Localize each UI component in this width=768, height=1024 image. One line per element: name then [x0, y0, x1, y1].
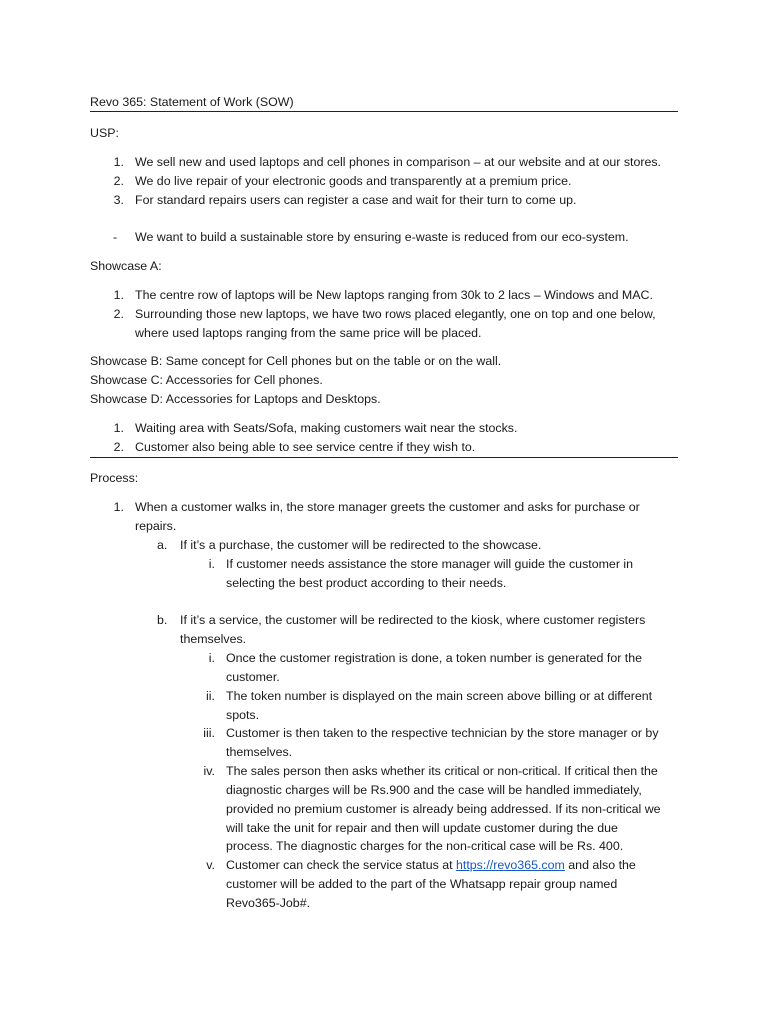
showcase-a-heading: Showcase A: — [90, 259, 162, 273]
process-sub-b-line-1: If it’s a service, the customer will be redirected to the kiosk, where customer registers — [180, 613, 646, 627]
process-sub-b-v-text-post: and also the — [564, 858, 636, 872]
process-sub-b-v-marker: v. — [206, 858, 215, 872]
process-sub-b-ii-marker: ii. — [206, 689, 215, 703]
process-sub-b-ii-line-2: spots. — [226, 708, 260, 722]
process-sub-b-v-line-1 — [226, 856, 636, 874]
process-sub-b-iii-line-2: themselves. — [226, 745, 293, 759]
section-divider — [90, 457, 678, 458]
usp-item-1-number: 1. — [113, 155, 124, 169]
process-sub-a-i-marker: i. — [208, 557, 215, 571]
showcase-d-line: Showcase D: Accessories for Laptops and Desktops. — [90, 392, 381, 406]
usp-item-3-text: For standard repairs users can register a case and wait for their turn to come up. — [135, 193, 577, 207]
usp-dash-text: We want to build a sustainable store by ensuring e-waste is reduced from our eco-system. — [135, 230, 629, 244]
process-sub-b-iii-line-1: Customer is then taken to the respective technician by the store manager or by — [226, 726, 659, 740]
process-sub-b-line-2: themselves. — [180, 632, 247, 646]
extra-item-1-number: 1. — [113, 421, 124, 435]
process-sub-a-i-line-2: selecting the best product according to their needs. — [226, 576, 507, 590]
showcase-a-item-1-text: The centre row of laptops will be New laptops ranging from 30k to 2 lacs – Windows and MAC. — [135, 288, 653, 302]
process-sub-b-iv-marker: iv. — [203, 764, 215, 778]
process-sub-b-v-text-pre: Customer can check the service status at — [226, 858, 457, 872]
revo365-website-link[interactable]: https://revo365.com — [456, 858, 565, 872]
process-step-1-number: 1. — [113, 500, 124, 514]
usp-heading: USP: — [90, 126, 119, 140]
process-sub-b-i-line-2: customer. — [226, 670, 280, 684]
process-sub-b-i-line-1: Once the customer registration is done, a token number is generated for the — [226, 651, 643, 665]
process-sub-b-v-line-3: Revo365-Job#. — [226, 896, 311, 910]
process-sub-b-ii-line-1: The token number is displayed on the main screen above billing or at different — [226, 689, 653, 703]
process-step-1-line-2: repairs. — [135, 519, 177, 533]
process-sub-a-text: If it’s a purchase, the customer will be redirected to the showcase. — [180, 538, 542, 552]
usp-item-1-text: We sell new and used laptops and cell phones in comparison – at our website and at our stores. — [135, 155, 661, 169]
process-sub-b-iv-line-4: will take the unit for repair and then will update customer during the due — [226, 821, 618, 835]
showcase-a-item-1-number: 1. — [113, 288, 124, 302]
showcase-b-line: Showcase B: Same concept for Cell phones but on the table or on the wall. — [90, 354, 502, 368]
usp-item-2-number: 2. — [113, 174, 124, 188]
process-sub-b-marker: b. — [157, 613, 168, 627]
process-sub-b-iv-line-5: process. The diagnostic charges for the non-critical case will be Rs. 400. — [226, 839, 624, 853]
usp-dash-marker: - — [113, 230, 118, 244]
process-sub-a-i-line-1: If customer needs assistance the store manager will guide the customer in — [226, 557, 634, 571]
process-sub-b-v-line-2: customer will be added to the part of the Whatsapp repair group named — [226, 877, 618, 891]
process-sub-b-iv-line-2: diagnostic charges will be Rs.900 and the case will be handled immediately, — [226, 783, 642, 797]
extra-item-2-text: Customer also being able to see service centre if they wish to. — [135, 440, 476, 454]
showcase-a-item-2-line-1: Surrounding those new laptops, we have two rows placed elegantly, one on top and one below, — [135, 307, 656, 321]
extra-item-1-text: Waiting area with Seats/Sofa, making customers wait near the stocks. — [135, 421, 518, 435]
process-sub-b-iv-line-1: The sales person then asks whether its critical or non-critical. If critical then the — [226, 764, 658, 778]
showcase-c-line: Showcase C: Accessories for Cell phones. — [90, 373, 323, 387]
process-step-1-line-1: When a customer walks in, the store manager greets the customer and asks for purchase or — [135, 500, 640, 514]
process-sub-b-iv-line-3: provided no premium customer is already being addressed. If its non-critical we — [226, 802, 661, 816]
process-sub-b-iii-marker: iii. — [203, 726, 215, 740]
title-underline — [90, 111, 678, 112]
usp-item-3-number: 3. — [113, 193, 124, 207]
usp-item-2-text: We do live repair of your electronic goods and transparently at a premium price. — [135, 174, 572, 188]
showcase-a-item-2-number: 2. — [113, 307, 124, 321]
process-heading: Process: — [90, 471, 139, 485]
process-sub-a-marker: a. — [157, 538, 168, 552]
process-sub-b-i-marker: i. — [208, 651, 215, 665]
extra-item-2-number: 2. — [113, 440, 124, 454]
showcase-a-item-2-line-2: where used laptops ranging from the same price will be placed. — [135, 326, 482, 340]
document-title: Revo 365: Statement of Work (SOW) — [90, 95, 294, 109]
